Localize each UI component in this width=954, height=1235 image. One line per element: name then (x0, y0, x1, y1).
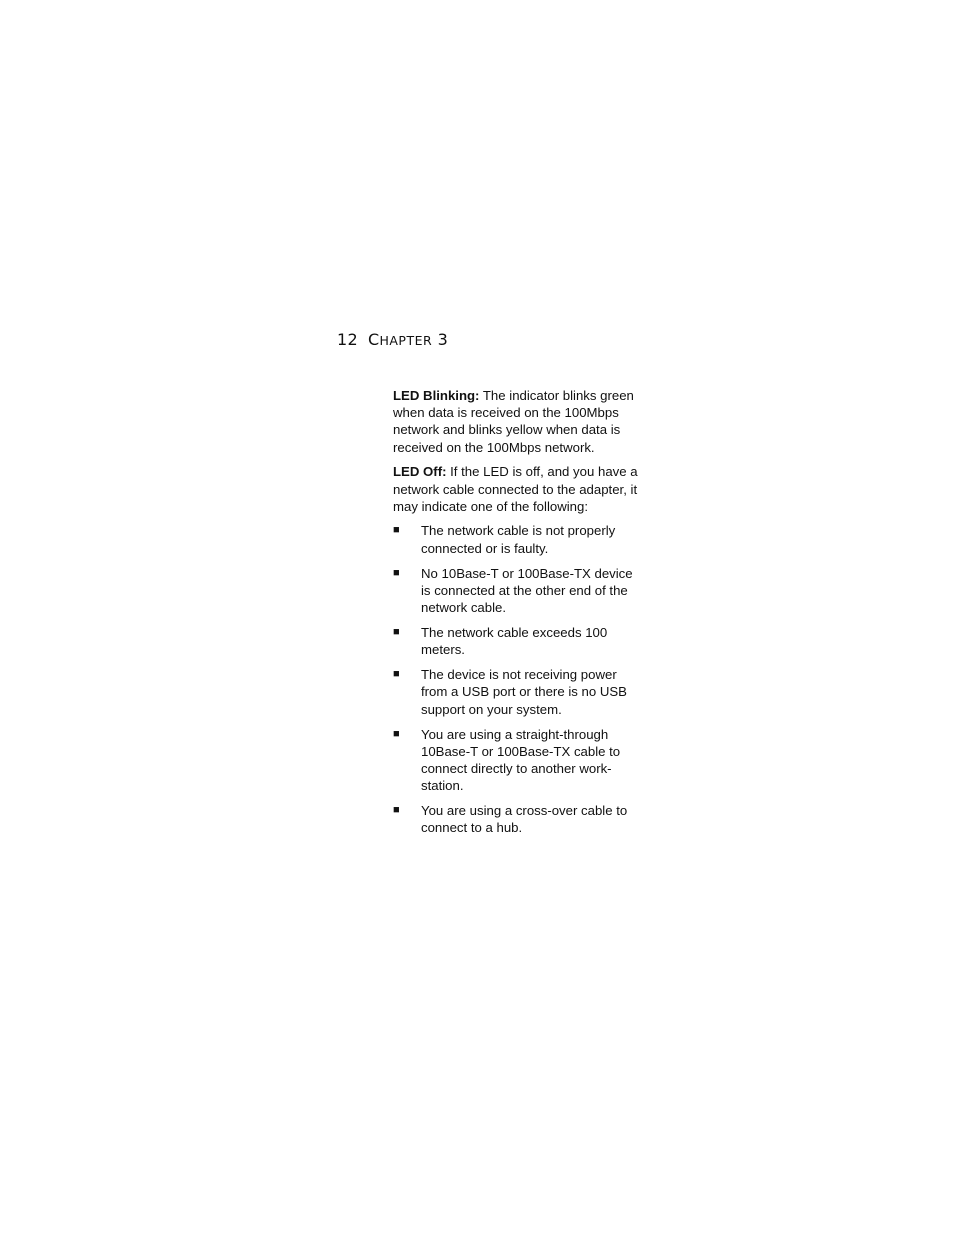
square-bullet-icon: ■ (393, 727, 400, 740)
square-bullet-icon: ■ (393, 668, 400, 681)
body-text (393, 387, 638, 844)
running-header (337, 330, 448, 349)
list-item-text: No 10Base-T or 100Base-TX device is connected at the other end of the network cable. (421, 565, 633, 616)
square-bullet-icon: ■ (393, 804, 400, 817)
cause-list (393, 522, 638, 836)
list-item (393, 522, 638, 556)
led-blinking-description: The indicator blinks green when data is received on the 100Mbps network and blinks yellow when data is received on the 100Mbps network. (393, 388, 634, 455)
led-blinking-paragraph (393, 387, 638, 456)
chapter-label-initial: C (367, 330, 380, 349)
square-bullet-icon: ■ (393, 524, 400, 537)
list-item (393, 565, 638, 617)
square-bullet-icon: ■ (393, 626, 400, 639)
chapter-number: 3 (437, 330, 449, 349)
list-item-text: You are using a straight-through 10Base-T or 100Base-TX cable to connect directly to another work-station. (421, 726, 621, 794)
led-off-term: LED Off: (393, 464, 447, 480)
list-item (393, 666, 638, 718)
square-bullet-icon: ■ (393, 566, 400, 579)
list-item (393, 802, 638, 836)
list-item-text: The network cable is not properly connected or is faulty. (421, 523, 616, 556)
list-item-text: The device is not receiving power from a USB port or there is no USB support on your system. (421, 667, 627, 717)
chapter-label-rest: HAPTER (379, 333, 433, 348)
list-item-text: You are using a cross-over cable to connect to a hub. (421, 803, 628, 836)
page-number: 12 (337, 330, 358, 349)
list-item (393, 624, 638, 658)
list-item (393, 726, 638, 795)
led-off-paragraph (393, 463, 638, 515)
led-off-description: If the LED is off, and you have a network cable connected to the adapter, it may indicate one of the following: (393, 464, 638, 514)
list-item-text: The network cable exceeds 100 meters. (421, 625, 608, 658)
led-blinking-term: LED Blinking: (393, 388, 480, 403)
